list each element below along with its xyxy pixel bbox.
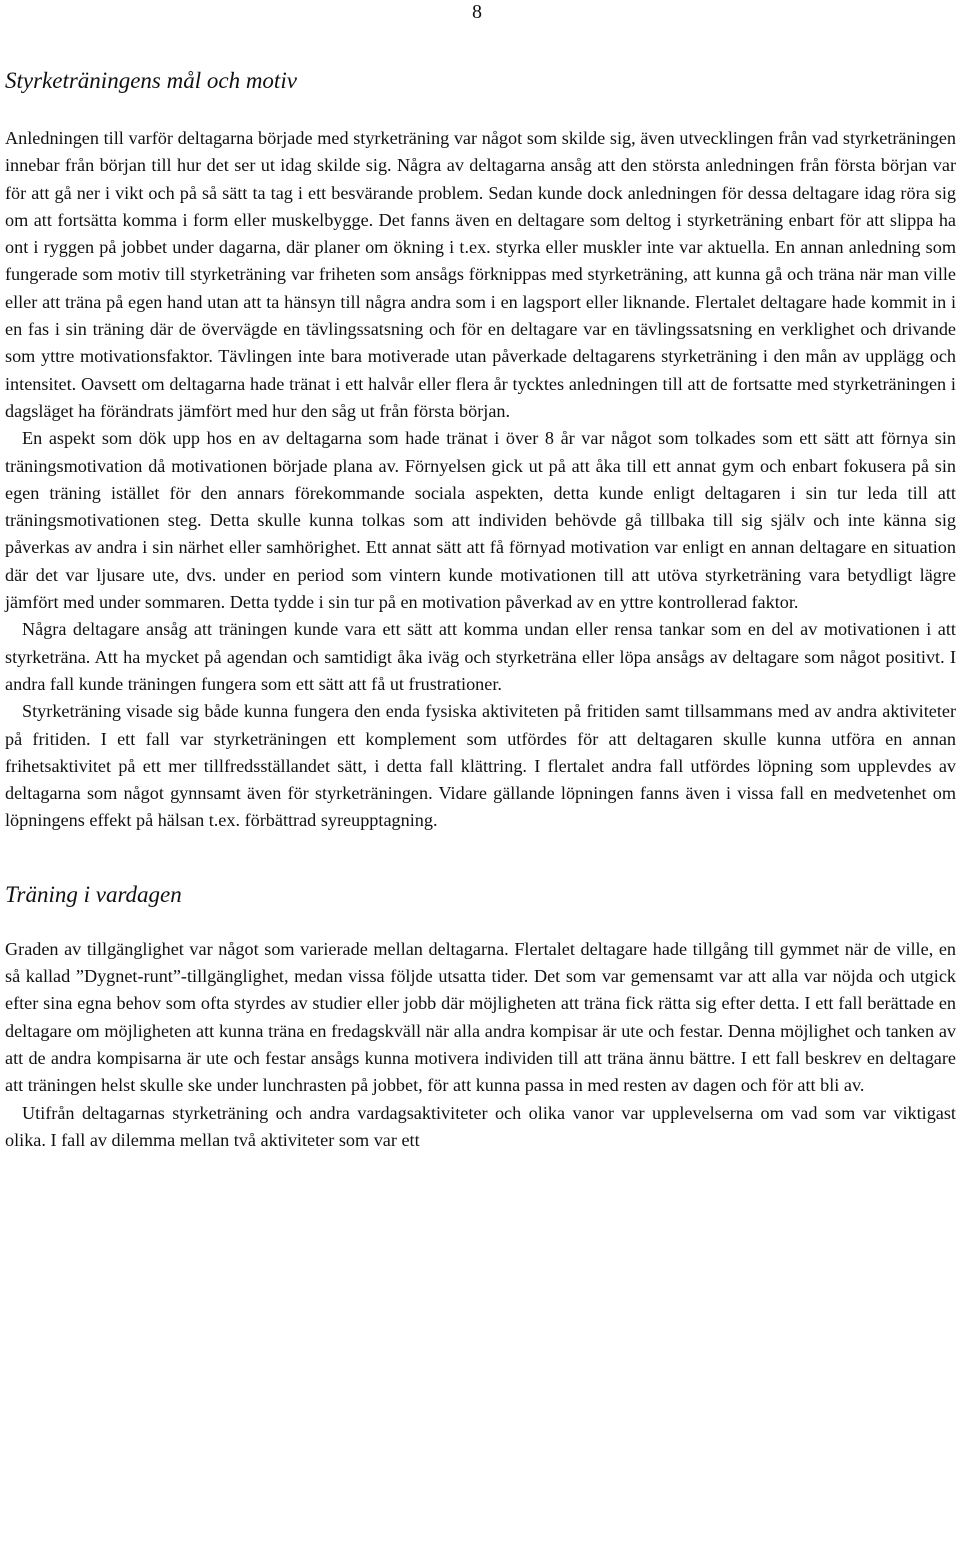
paragraph: Graden av tillgänglighet var något som varierade mellan deltagarna. Flertalet deltagare hade tillgång till gymmet när de ville, en så kallad ”Dygnet-runt”-tillgänglighet, medan vissa följde utsatta tider. Det som var gemensamt var att alla var nöjda och utgick efter sina egna behov som ofta styrdes av studier eller jobb där möjligheten att träna fick rätta sig efter detta. I ett fall berättade en deltagare om möjligheten att kunna träna en fredagskväll när alla andra kompisar är ute och festar. Denna möjlighet och tanken av att de andra kompisarna är ute och festar ansågs kunna motivera individen till att träna ännu bättre. I ett fall beskrev en deltagare att träningen helst skulle ske under lunchrasten på jobbet, för att kunna passa in med resten av dagen och för att bli av. <box>5 938 956 1096</box>
document-body <box>5 66 956 1154</box>
paragraph: Anledningen till varför deltagarna började med styrketräning var något som skilde sig, även utvecklingen från vad styrketräningen innebar från början till hur det ser ut idag skilde sig. Några av deltagarna ansåg att den största anledningen från första början var för att gå ner i vikt och på så sätt ta tag i ett besvärande problem. Sedan kunde dock anledningen för dessa deltagare idag röra sig om att fortsätta komma i form eller muskelbygge. Det fanns även en deltagare som deltog i styrketräning enbart för att slippa ha ont i ryggen på jobbet under dagarna, där planer om ökning i t.ex. styrka eller muskler inte var aktuella. En annan anledning som fungerade som motiv till styrketräning var friheten som ansågs förknippas med styrketräning, att kunna gå och träna när man ville eller att träna på egen hand utan att ta hänsyn till några andra som i en lagsport eller liknande. Flertalet deltagare hade kommit in i en fas i sin träning där de övervägde en tävlingssatsning och för en deltagare var en tävlingssatsning en verklighet och drivande som yttre motivationsfaktor. Tävlingen inte bara motiverade utan påverkade deltagarens styrketräning i den mån av upplägg och intensitet. Oavsett om deltagarna hade tränat i ett halvår eller flera år tycktes anledningen till att de fortsatte med styrketräningen i dagsläget ha förändrats jämfört med hur den såg ut från första början. <box>5 128 956 421</box>
paragraph: Utifrån deltagarnas styrketräning och andra vardagsaktiviteter och olika vanor var upplevelserna om vad som var viktigast olika. I fall av dilemma mellan två aktiviteter som var ett <box>5 1102 956 1150</box>
section-heading-goals-motives: Styrketräningens mål och motiv <box>5 68 297 93</box>
paragraph: Styrketräning visade sig både kunna fungera den enda fysiska aktiviteten på fritiden samt tillsammans med av andra aktiviteter på fritiden. I ett fall var styrketräningen ett komplement som utfördes för att deltagaren skulle kunna utföra en annan frihetsaktivitet på ett mer tillfredsställandet sätt, i detta fall klättring. I flertalet andra fall utfördes löpning som upplevdes av deltagarna som något gynnsamt även för styrketräningen. Vidare gällande löpningen fanns även i vissa fall en medvetenhet om löpningens effekt på hälsan t.ex. förbättrad syreupptagning. <box>5 701 956 831</box>
paragraph: En aspekt som dök upp hos en av deltagarna som hade tränat i över 8 år var något som tolkades som ett sätt att förnya sin träningsmotivation då motivationen började plana av. Förnyelsen gick ut på att åka till ett annat gym och enbart fokusera på sin egen träning istället för den annars förekommande sociala aspekten, detta kunde enligt deltagaren i sin tur leda till att träningsmotivationen steg. Detta skulle kunna tolkas som att individen behövde gå tillbaka till sig själv och inte känna sig påverkas av andra i sin närhet eller samhörighet. Ett annat sätt att få förnyad motivation var enligt en annan deltagare en situation där det var ljusare ute, dvs. under en period som vintern kunde motivationen till att utöva styrketräning vara betydligt lägre jämfört med under sommaren. Detta tydde i sin tur på en motivation påverkad av en yttre kontrollerad faktor. <box>5 428 956 613</box>
page-number: 8 <box>472 1 482 23</box>
paragraph: Några deltagare ansåg att träningen kunde vara ett sätt att komma undan eller rensa tankar som en del av motivationen i att styrketräna. Att ha mycket på agendan och samtidigt åka iväg och styrketräna eller löpa ansågs av deltagare som något positivt. I andra fall kunde träningen fungera som ett sätt att få ut frustrationer. <box>5 619 956 694</box>
section-heading-everyday-training: Träning i vardagen <box>5 881 182 907</box>
